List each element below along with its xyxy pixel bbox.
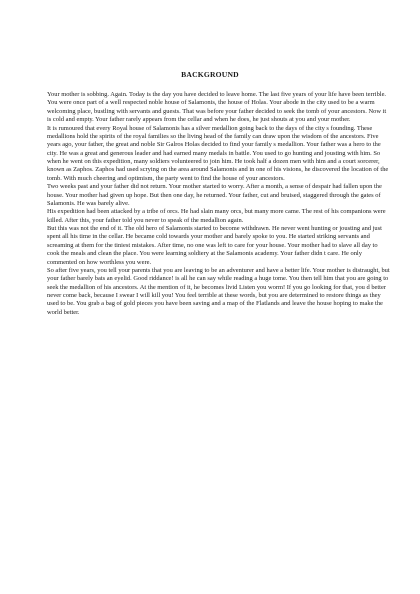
document-body [47, 91, 391, 317]
paragraph-sobbing: Your mother is sobbing. Again. Today is the day you have decided to leave home. The last five years of your life have been terrible. You were once part of a well respected noble house of Salamonis, the house of Holas. Your abode in the city used to be a warm welcoming place, bustling with servants and guests. That was before your father decided to seek the tomb of your ancestors. Now it is cold and empty. Your father rarely appears from the cellar and when he does, he just shouts at you and your mother. [47, 91, 387, 124]
paragraph-withdrawn: But this was not the end of it. The old hero of Salamonis started to become withdrawn. He never went hunting or jousting and just spent all his time in the cellar. He became cold towards your mother and barely spoke to you. He started striking servants and screaming at them for the tiniest mistakes. After time, no one was left to care for your house. Your mother had to slave all day to cook the meals and clean the place. You were learning soldiery at the Salamonis academy. Your father didn t care. He only commented on how worthless you were. [47, 225, 382, 266]
paragraph-return: Two weeks past and your father did not return. Your mother started to worry. After a month, a sense of despair had fallen upon the house. Your mother had given up hope. But then one day, he returned. Your father, cut and bruised, staggered through the gates of Salamonis. He was barely alive. [47, 183, 382, 207]
paragraph-orcs: His expedition had been attacked by a tribe of orcs. He had slain many orcs, but many more came. The rest of his companions were killed. After this, your father told you never to speak of the medallion again. [47, 208, 386, 224]
paragraph-medallion: It is rumoured that every Royal house of Salamonis has a silver medallion going back to the days of the city s founding. These medallions hold the spirits of the royal families so the living head of the family can draw upon the wisdom of the ancestors. Five years ago, your father, the great and noble Sir Galros Holas decided to find your family s medallion. Your father was a hero to the city. He was a great and generous leader and had earned many medals in battle. You used to go hunting and jousting with him. So when he went on this expedition, many soldiers volunteered to join him. He took half a dozen men with him and a court sorcerer, known as Zaphos. Zaphos had used scrying on the area around Salamonis and in one of his visions, he discovered the location of the tomb. With much cheering and optimism, the party went to find the house of your ancestors. [47, 124, 389, 182]
document-title: BACKGROUND [181, 70, 239, 79]
paragraph-departure: So after five years, you tell your parents that you are leaving to be an adventurer and have a better life. Your mother is distraught, but your father barely bats an eyelid. Good riddance! is all he can say while reading a huge tome. You then tell him that you are going to seek the medallion of his ancestors. At the mention of it, he becomes livid Listen you worm! If you go looking for that, you d better never come back, because I swear I will kill you! You feel terrible at these words, but you are determined to restore things as they used to be. You grab a bag of gold pieces you have been saving and a map of the Flatlands and leave the house hoping to make the world better. [47, 266, 390, 316]
